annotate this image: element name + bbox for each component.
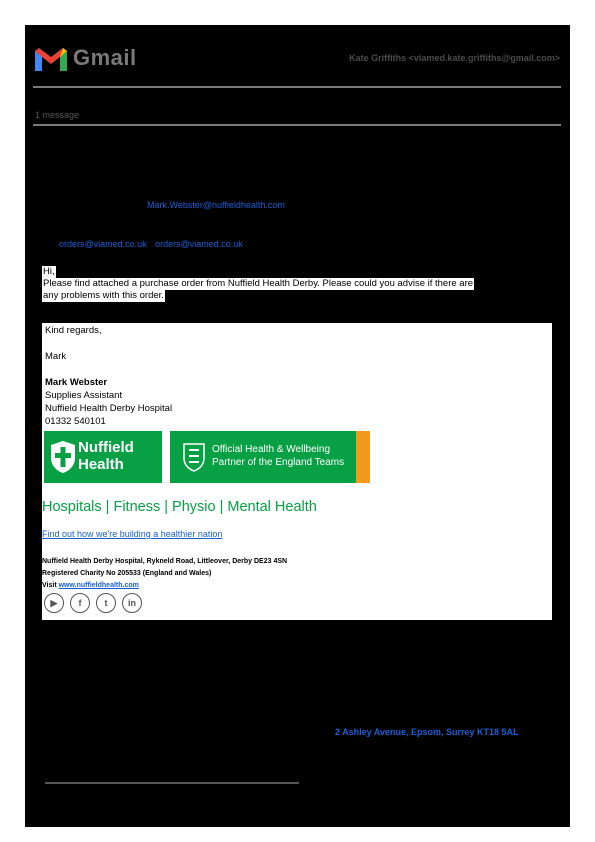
banner-accent-stripe [356,431,370,483]
email-body [42,266,542,302]
gmail-wordmark: Gmail [73,45,137,70]
youtube-icon[interactable]: ▶ [44,593,64,613]
email-signature [42,323,552,620]
sig-address-block [42,556,287,592]
sig-phone: 01332 540101 [45,416,106,427]
sig-charity: Registered Charity No 205533 (England and Wales) [42,570,212,577]
body-line-1: Please find attached a purchase order from Nuffield Health Derby. Please could you advise if there are [43,278,474,289]
email-page [25,25,570,827]
partner-text: Official Health & Wellbeing Partner of the England Teams [212,444,345,468]
sig-name-full: Mark Webster [45,377,108,388]
gmail-icon [33,45,69,73]
nuffield-logo-text: Nuffield Health [78,439,134,473]
sender-line: Kate Griffiths <viamed.kate.griffiths@gmail.com> [349,53,560,63]
to-email-link[interactable]: orders@viamed.co.uk [155,239,243,249]
twitter-icon[interactable]: t [96,593,116,613]
sig-title: Supplies Assistant [45,390,123,401]
shield-cross-icon [50,440,76,474]
england-partner-banner[interactable] [170,431,370,483]
sig-closing: Kind regards, [45,325,102,336]
body-greeting: Hi, [43,266,55,277]
sig-address: Nuffield Health Derby Hospital, Rykneld Road, Littleover, Derby DE23 4SN [42,558,288,565]
find-out-link[interactable]: Find out how we're building a healthier nation [42,529,223,539]
body-line-2: any problems with this order. [43,290,164,301]
three-lions-crest-icon [182,442,206,472]
header-divider [33,86,561,88]
social-links [44,593,142,613]
message-divider [33,124,561,126]
website-link[interactable]: www.nuffieldhealth.com [58,582,139,589]
footer-address-link[interactable]: 2 Ashley Avenue, Epsom, Surrey KT18 5AL [335,727,519,737]
services-tagline: Hospitals | Fitness | Physio | Mental Health [42,499,317,515]
to-email-link[interactable]: orders@viamed.co.uk [59,239,147,249]
footer-divider [45,782,299,784]
from-email-link[interactable]: Mark.Webster@nuffieldhealth.com [147,200,285,210]
nuffield-logo[interactable] [44,431,162,483]
sig-org: Nuffield Health Derby Hospital [45,403,173,414]
linkedin-icon[interactable]: in [122,593,142,613]
sig-name-short: Mark [45,351,67,362]
gmail-logo[interactable] [33,45,137,73]
facebook-icon[interactable]: f [70,593,90,613]
to-emails [59,234,243,252]
sig-visit-label: Visit [42,582,57,589]
message-count: 1 message [35,110,80,120]
